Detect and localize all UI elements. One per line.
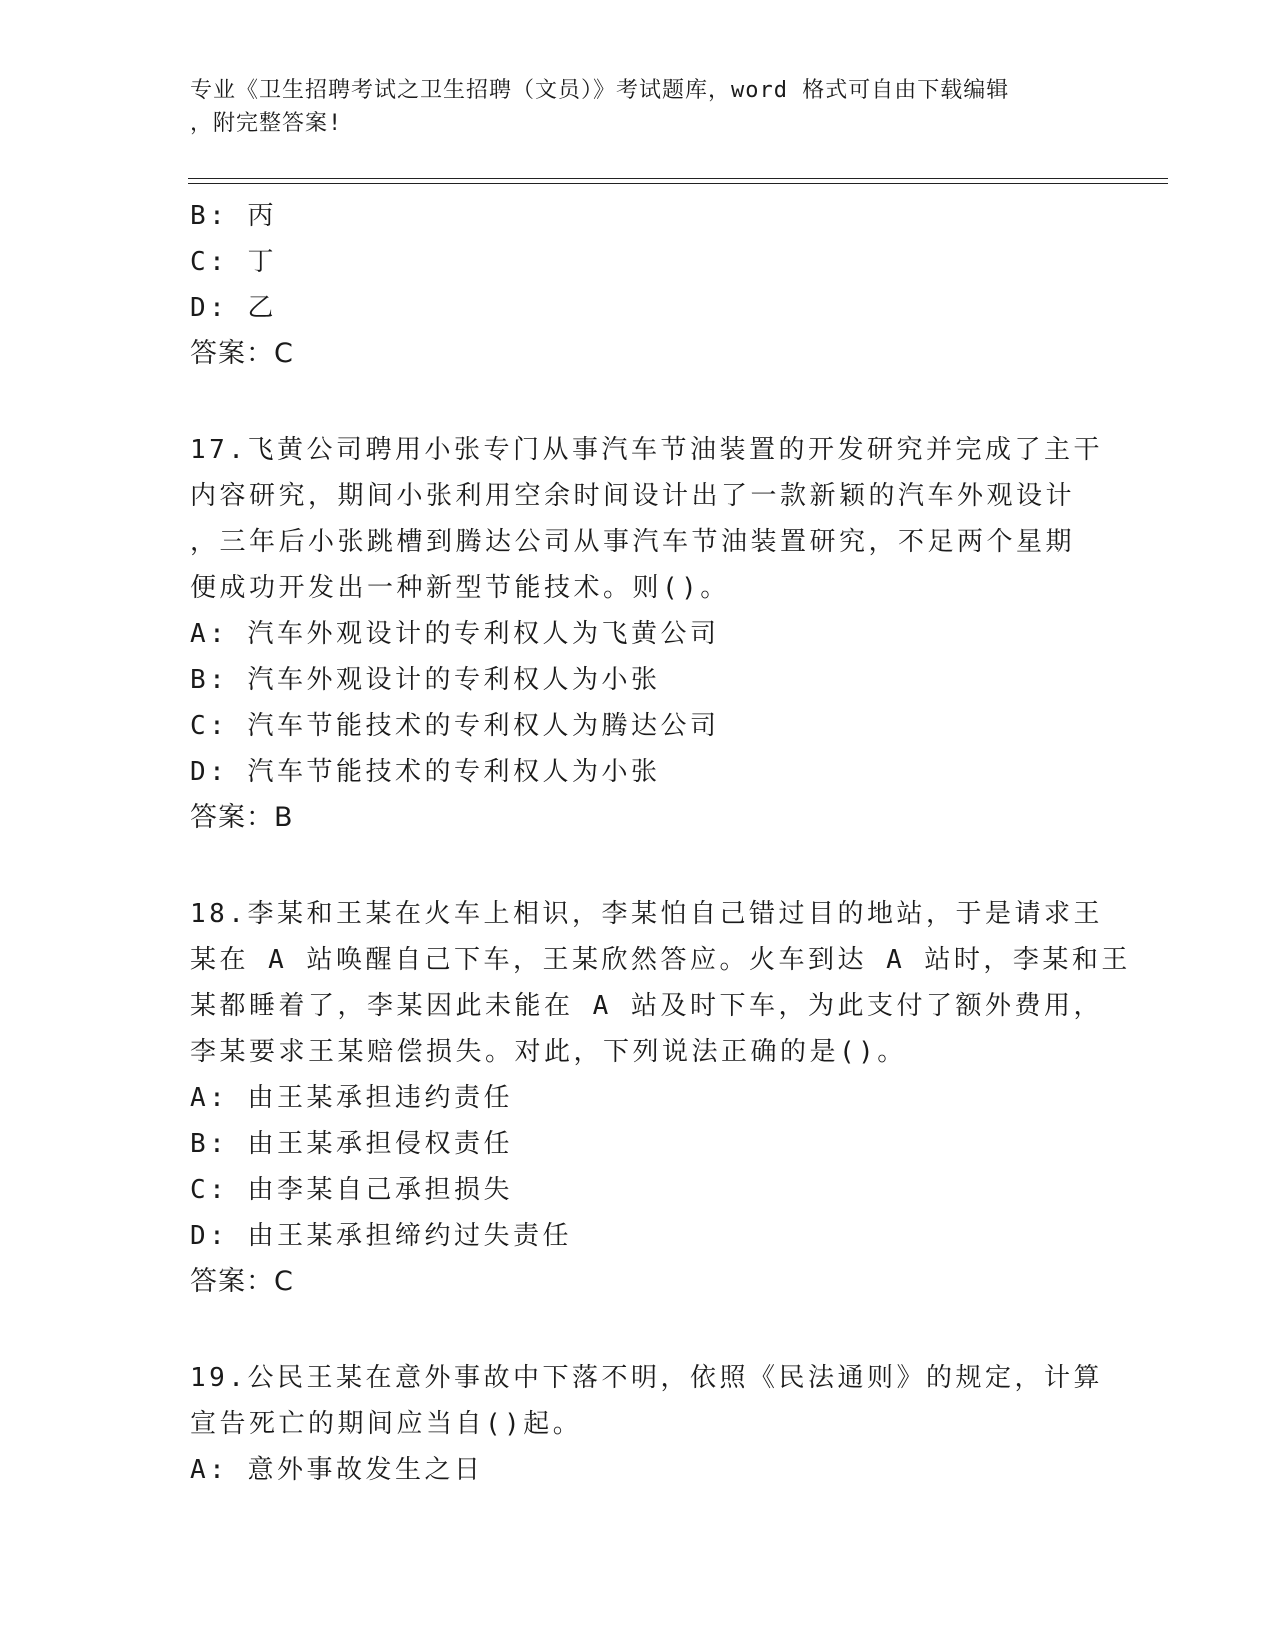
option-b: B: 汽车外观设计的专利权人为小张: [190, 665, 661, 695]
question-stem-line: 某在 A 站唤醒自己下车，王某欣然答应。火车到达 A 站时，李某和王: [190, 945, 1131, 975]
question-stem-line: 内容研究，期间小张利用空余时间设计出了一款新颖的汽车外观设计: [190, 481, 1076, 511]
header-divider-bottom: [188, 183, 1168, 184]
option-c: C: 丁: [190, 247, 277, 277]
question-list: [190, 193, 1131, 1493]
question-stem-line: 某都睡着了，李某因此未能在 A 站及时下车，为此支付了额外费用，: [190, 991, 1103, 1021]
option-a: A: 汽车外观设计的专利权人为飞黄公司: [190, 619, 720, 649]
spacer: [190, 1305, 1090, 1355]
header-line-2: ，附完整答案!: [190, 111, 343, 136]
question-17: [190, 427, 1103, 841]
option-c: C: 汽车节能技术的专利权人为腾达公司: [190, 711, 720, 741]
spacer: [190, 841, 1090, 891]
option-d: D: 由王某承担缔约过失责任: [190, 1221, 572, 1251]
question-19: [190, 1355, 1103, 1493]
answer-line: 答案：C: [190, 1266, 294, 1297]
option-b: B: 丙: [190, 201, 277, 231]
option-d: D: 汽车节能技术的专利权人为小张: [190, 757, 661, 787]
question-stem-line: 19.公民王某在意外事故中下落不明，依照《民法通则》的规定，计算: [190, 1363, 1103, 1393]
document-header: [190, 74, 1070, 140]
answer-line: 答案：C: [190, 338, 294, 369]
option-a: A: 意外事故发生之日: [190, 1455, 484, 1485]
option-c: C: 由李某自己承担损失: [190, 1175, 513, 1205]
question-18: [190, 891, 1131, 1305]
question-stem-line: 宣告死亡的期间应当自()起。: [190, 1409, 583, 1439]
question-stem-line: ，三年后小张跳槽到腾达公司从事汽车节油装置研究，不足两个星期: [190, 527, 1076, 557]
option-b: B: 由王某承担侵权责任: [190, 1129, 513, 1159]
option-d: D: 乙: [190, 293, 277, 323]
question-stem-line: 李某要求王某赔偿损失。对此，下列说法正确的是()。: [190, 1037, 907, 1067]
question-16: [190, 193, 1090, 377]
question-stem-line: 17.飞黄公司聘用小张专门从事汽车节油装置的开发研究并完成了主干: [190, 435, 1103, 465]
answer-line: 答案：B: [190, 802, 294, 833]
question-stem-line: 18.李某和王某在火车上相识，李某怕自己错过目的地站，于是请求王: [190, 899, 1103, 929]
header-line-1: 专业《卫生招聘考试之卫生招聘（文员）》考试题库，word 格式可自由下载编辑: [190, 78, 1010, 103]
header-divider-top: [188, 178, 1168, 179]
option-a: A: 由王某承担违约责任: [190, 1083, 513, 1113]
spacer: [190, 377, 1090, 427]
question-stem-line: 便成功开发出一种新型节能技术。则()。: [190, 573, 730, 603]
